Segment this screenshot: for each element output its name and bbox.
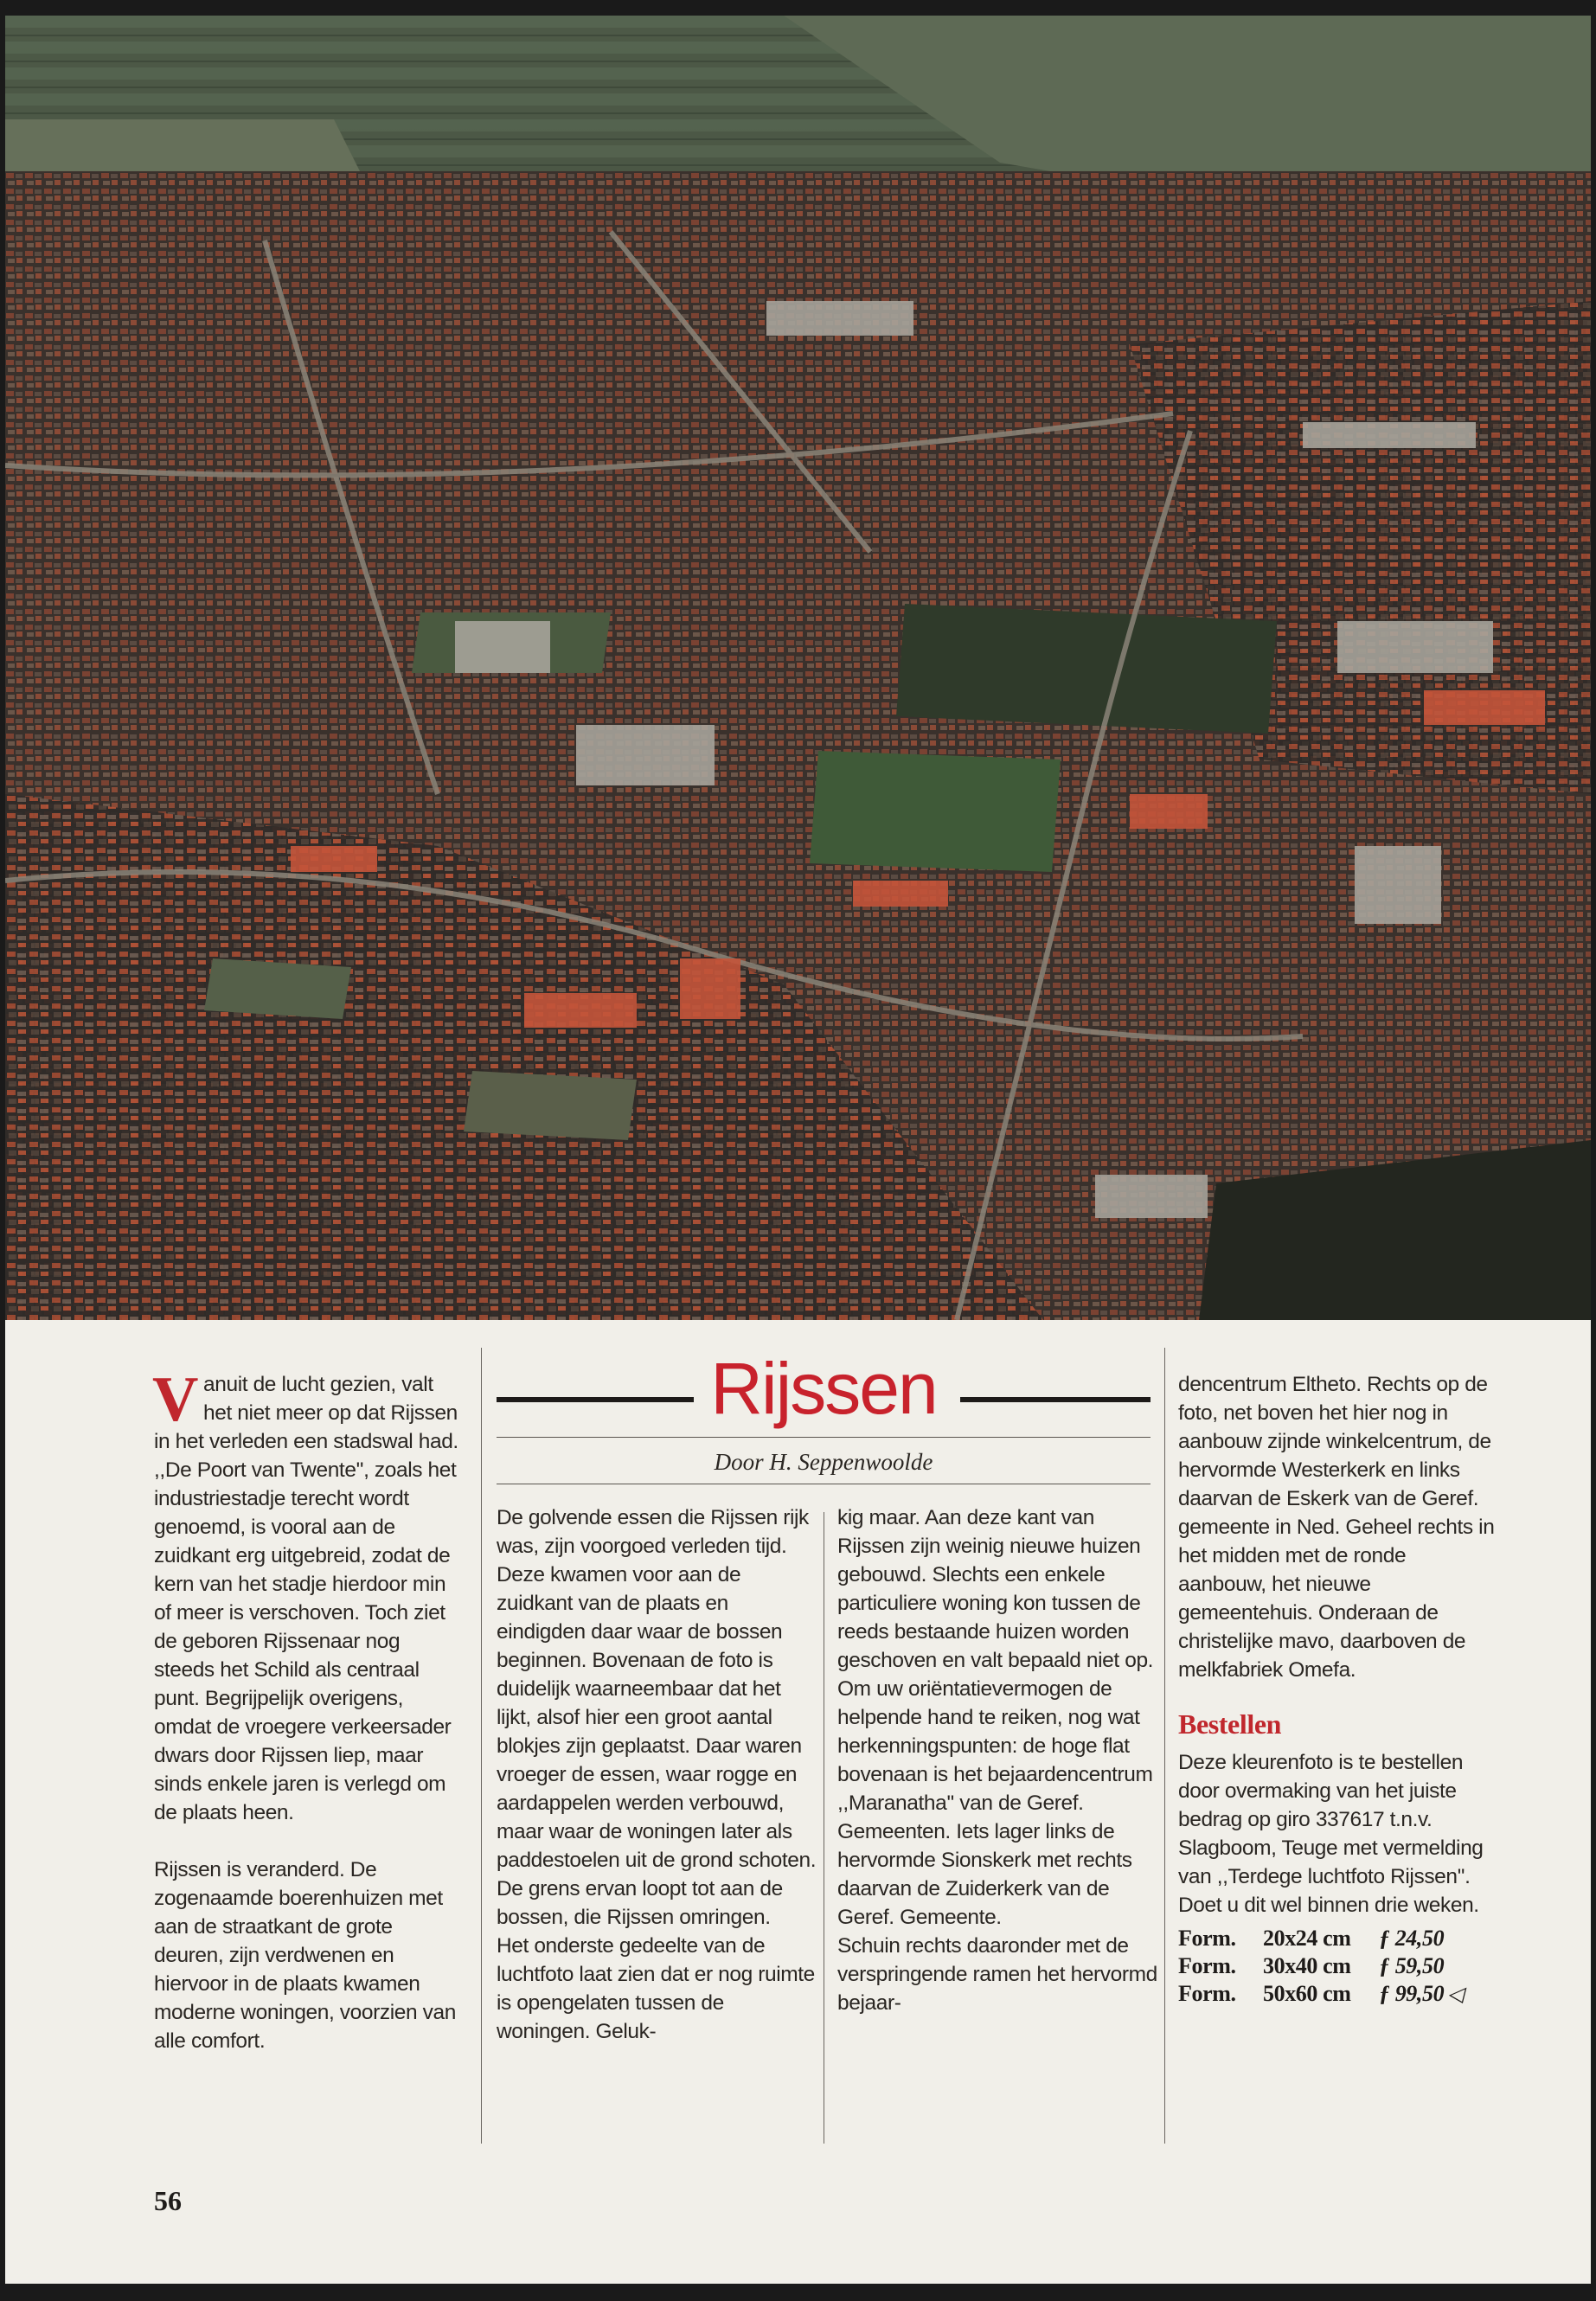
page-number: 56	[154, 2185, 182, 2216]
paragraph: Rijssen is veranderd. De zogenaamde boerenhuizen met aan de straatkant de grote deuren, zijn verdwenen en hiervoor in de plaats kwamen moderne woningen, voorzien van alle comfort.	[154, 1858, 456, 2053]
article-byline: Door H. Seppenwoolde	[714, 1449, 933, 1475]
paragraph: De golvende essen die Rijssen rijk was, zijn voorgoed verleden tijd. Deze kwamen voor aan de zuidkant van de plaats en eindigden daar waar de bossen beginnen. Bovenaan de foto is duidelijk waarneembaar dat het lijkt, alsof hier een groot aantal blokjes zijn geplaatst. Daar waren vroeger de essen, waar rogge en aardappelen werden verbouwd, maar waar de woningen later als paddestoelen uit de grond schoten. De grens ervan loopt tot aan de bossen, die Rijssen omringen.	[497, 1506, 817, 1929]
paragraph: Het onderste gedeelte van de luchtfoto laat zien dat er nog ruimte is opengelaten tussen de woningen. Geluk-	[497, 1934, 815, 2043]
end-mark-icon: ◁	[1447, 1984, 1464, 2006]
paragraph: kig maar. Aan deze kant van Rijssen zijn weinig nieuwe huizen gebouwd. Slechts een enkele particuliere woning kon tussen de reeds bestaande huizen worden geschoven en valt bepaald niet op.	[837, 1506, 1154, 1672]
article-column-2	[497, 1503, 818, 2046]
order-paragraph: Deze kleurenfoto is te bestellen door overmaking van het juiste bedrag op giro 337617 t.n.v. Slagboom, Teuge met vermelding van ,,Terdege luchtfoto Rijssen''. Doet u dit wel binnen drie weken.	[1178, 1751, 1484, 1917]
paragraph: Schuin rechts daaronder met de verspringende ramen het hervormd bejaar-	[837, 1934, 1157, 2015]
paragraph: dencentrum Eltheto. Rechts op de foto, net boven het hier nog in aanbouw zijnde winkelcentrum, de hervormde Westerkerk en links daarvan de Eskerk van de Geref. gemeente in Ned. Geheel rechts in het midden met de ronde aanbouw, het nieuwe gemeentehuis. Onderaan de christelijke mavo, daarboven de melkfabriek Omefa.	[1178, 1373, 1495, 1682]
title-underline	[497, 1437, 1151, 1438]
intro-text: anuit de lucht gezien, valt het niet meer op dat Rijssen in het verleden een stadswal had. ,,De Poort van Twente'', zoals het industriestadje terecht wordt genoemd, is vooral aan de zuidkant erg uitgebreid, zodat de kern van het stadje hierdoor min of meer is verschoven. Toch ziet de geboren Rijssenaar nog steeds het Schild als centraal punt. Begrijpelijk overigens, omdat de vroegere verkeersader dwars door Rijssen liep, maar sinds enkele jaren is verlegd om de plaats heen.	[154, 1373, 458, 1824]
format-size: 20x24 cm	[1263, 1926, 1351, 1951]
title-block	[497, 1335, 1151, 1490]
article-column-3	[837, 1503, 1159, 2017]
magazine-page	[5, 16, 1591, 2284]
article-column-4	[1178, 1370, 1498, 2009]
format-label: Form.	[1178, 1981, 1236, 2006]
article-column-1	[152, 1364, 465, 2055]
format-label: Form.	[1178, 1953, 1236, 1978]
aerial-photo-illustration	[5, 16, 1591, 1320]
format-price: ƒ 24,50	[1379, 1926, 1445, 1951]
price-row	[1178, 1980, 1498, 2009]
aerial-photo	[5, 16, 1591, 1320]
paragraph: Om uw oriëntatievermogen de helpende hand te reiken, nog wat herkenningspunten: de hoge flat bovenaan is het bejaardencentrum ,,Maranatha'' van de Geref. Gemeenten. Iets lager links de hervormde Sionskerk met rechts daarvan de Zuiderkerk van de Geref. Gemeente.	[837, 1677, 1153, 1929]
format-size: 30x40 cm	[1263, 1953, 1351, 1978]
price-list	[1178, 1925, 1498, 2009]
intro-paragraph	[152, 1364, 465, 1827]
price-row	[1178, 1952, 1498, 1980]
format-size: 50x60 cm	[1263, 1981, 1351, 2006]
order-heading: Bestellen	[1178, 1708, 1282, 1740]
format-price: ƒ 99,50 ◁	[1379, 1981, 1464, 2006]
format-price: ƒ 59,50	[1379, 1953, 1445, 1978]
drop-cap: V	[152, 1364, 199, 1435]
column-divider	[481, 1348, 482, 2144]
column-divider	[1164, 1348, 1165, 2144]
article-title: Rijssen	[497, 1347, 1151, 1430]
price-row	[1178, 1925, 1498, 1952]
format-label: Form.	[1178, 1926, 1236, 1951]
